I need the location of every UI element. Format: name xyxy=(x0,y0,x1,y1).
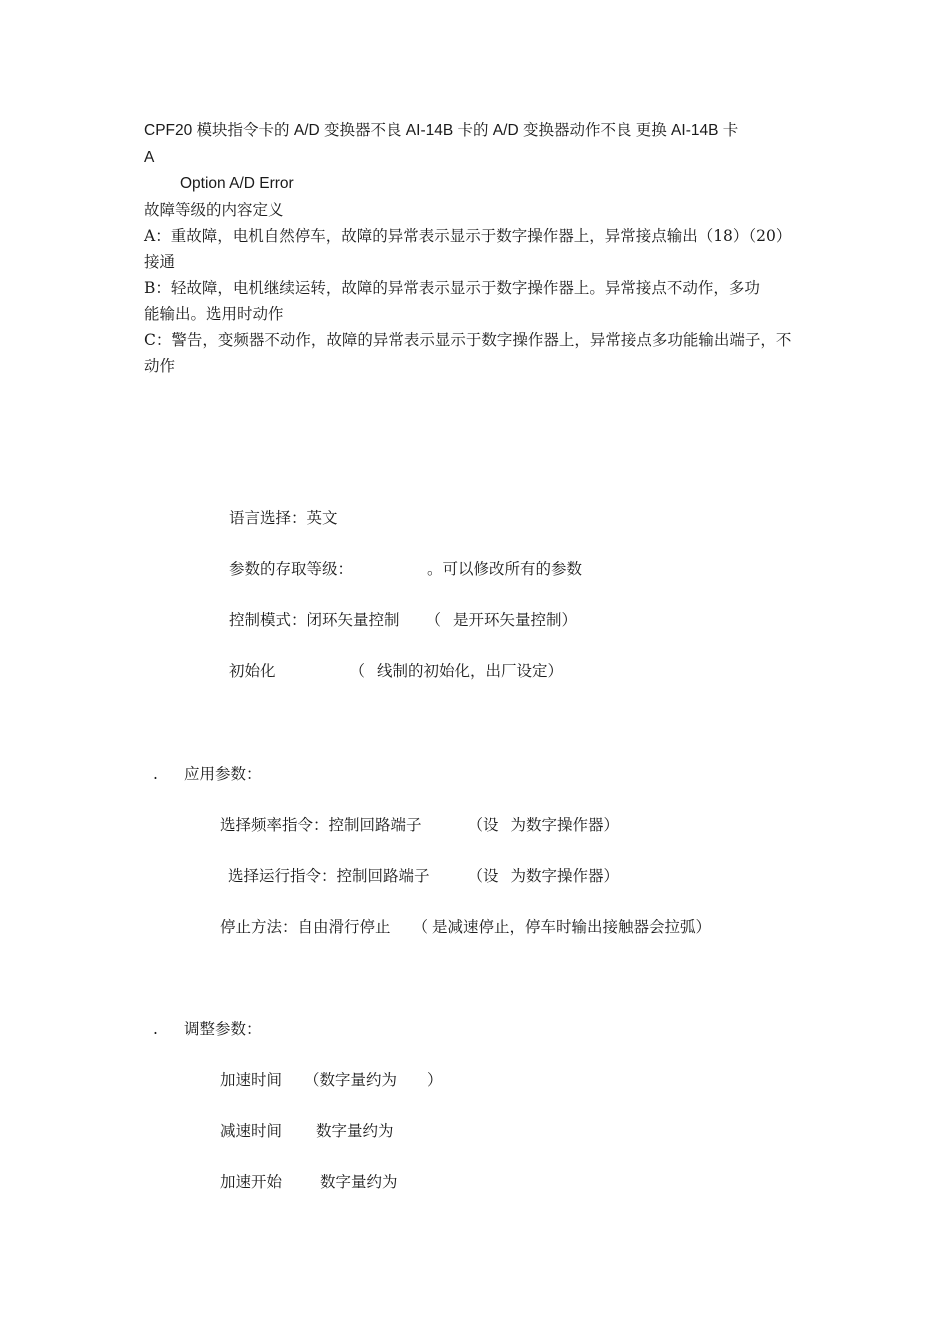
accel-time: 加速时间 （数字量约为 ） xyxy=(220,1071,443,1089)
bullet: . xyxy=(153,1020,158,1038)
fault-row-english: Option A/D Error xyxy=(180,175,294,192)
fault-row-cpf20 xyxy=(144,121,738,141)
control-mode: 控制模式：闭环矢量控制 （ 是开环矢量控制） xyxy=(229,611,578,629)
level-a-line2: 接通 xyxy=(144,253,176,271)
level-c-line2: 动作 xyxy=(144,357,176,375)
fault-row-level: A xyxy=(144,149,155,166)
access-level: 参数的存取等级： 。可以修改所有的参数 xyxy=(229,560,583,578)
fault-levels-heading: 故障等级的内容定义 xyxy=(144,201,284,219)
level-a-line1: A：重故障，电机自然停车，故障的异常表示显示于数字操作器上，异常接点输出（18）（20） xyxy=(144,227,792,245)
fault-row-text: CPF20 模块指令卡的 A/D 变换器不良 AI-14B 卡的 A/D 变换器动作不良 更换 AI-14B 卡 xyxy=(144,122,739,139)
language-selection: 语言选择：英文 xyxy=(229,509,338,527)
adj-params-heading: . 调整参数： xyxy=(153,1020,262,1038)
stop-method: 停止方法：自由滑行停止 （ 是减速停止，停车时输出接触器会拉弧） xyxy=(220,918,712,936)
accel-start: 加速开始 数字量约为 xyxy=(220,1173,398,1191)
run-command-selection: 选择运行指令：控制回路端子 （设 为数字操作器） xyxy=(228,867,620,885)
decel-time: 减速时间 数字量约为 xyxy=(220,1122,394,1140)
app-params-heading: . 应用参数： xyxy=(153,765,262,783)
initialization: 初始化 （ 线制的初始化，出厂设定） xyxy=(229,662,564,680)
freq-command-selection: 选择频率指令：控制回路端子 （设 为数字操作器） xyxy=(220,816,620,834)
bullet: . xyxy=(153,765,158,783)
level-b-line2: 能输出。选用时动作 xyxy=(144,305,284,323)
level-b-line1: B：轻故障，电机继续运转，故障的异常表示显示于数字操作器上。异常接点不动作，多功 xyxy=(144,279,760,297)
level-c-line1: C：警告，变频器不动作，故障的异常表示显示于数字操作器上，异常接点多功能输出端子，不 xyxy=(144,331,792,349)
